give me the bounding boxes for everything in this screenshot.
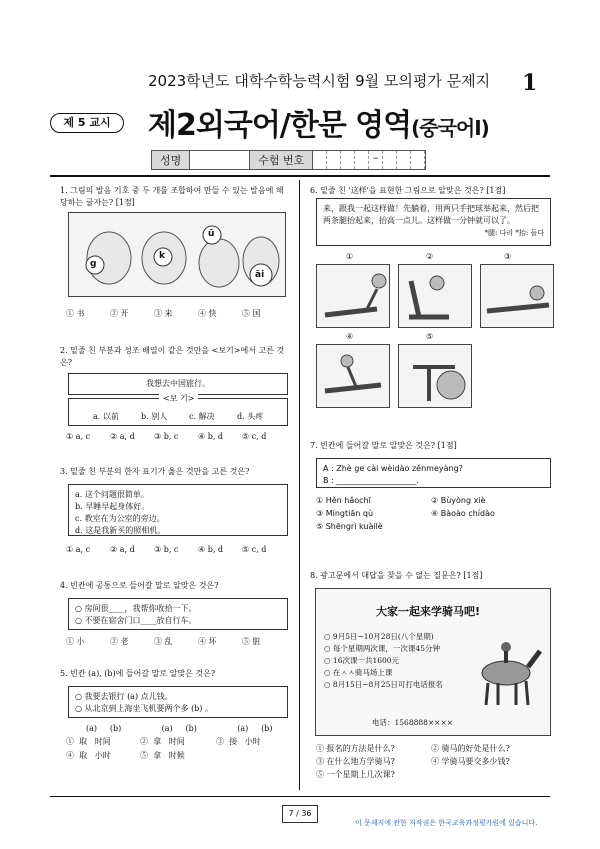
q4-option[interactable]: ③ 乱	[154, 637, 173, 646]
subject-sub: (중국어Ⅰ)	[411, 116, 489, 140]
exercise-picture-5[interactable]	[398, 344, 472, 408]
q2-option[interactable]: ⑤ c, d	[242, 432, 267, 441]
q7-dialog-box	[316, 458, 551, 488]
q2-bogi-item: b. 别人	[141, 412, 168, 421]
copyright-notice: 이 문제지에 관한 저작권은 한국교육과정평가원에 있습니다.	[355, 819, 538, 827]
exam-no-cell[interactable]	[355, 151, 369, 169]
q3-option[interactable]: ② a, d	[110, 545, 135, 554]
subject-title	[148, 100, 489, 144]
q7-option[interactable]: ③ Míngtiān qù	[316, 509, 374, 518]
q6-label: ⑤	[426, 332, 434, 341]
ad-phone: 电话：1568888××××	[372, 718, 454, 727]
q8-option[interactable]: ⑤ 一个星期上几次课?	[316, 770, 395, 779]
exercise-picture-2[interactable]	[398, 264, 472, 328]
q8-option[interactable]: ② 骑马的好处是什么?	[431, 744, 510, 753]
q2-bogi-label: <보 기>	[159, 393, 198, 404]
ad-line: ○ 9月5日~10月28日(八个星期)	[324, 632, 434, 641]
q2-bogi-box	[68, 394, 288, 426]
q5-option[interactable]: ⑤ 拿 时候	[140, 751, 185, 760]
q3-line: d. 这是我新买的照相机。	[75, 526, 166, 535]
q2-bogi-items	[93, 411, 285, 422]
q1-figure	[68, 212, 286, 297]
q5-col-b: (b)	[109, 724, 122, 733]
q1-option[interactable]: ③ 来	[154, 309, 173, 318]
q5-col-a: (a)	[161, 724, 173, 733]
q4-option[interactable]: ① 小	[66, 637, 85, 646]
q5-option[interactable]: ③ 接 小时	[216, 737, 261, 746]
ad-line: ○ 8月15日~8月25日可打电话报名	[324, 680, 443, 689]
q4-option[interactable]: ⑤ 脏	[242, 637, 261, 646]
q2-option[interactable]: ④ b, d	[198, 432, 224, 441]
exam-no-cell[interactable]	[397, 151, 411, 169]
q5-col-a: (a)	[86, 724, 98, 733]
q2-option[interactable]: ③ b, c	[154, 432, 179, 441]
q5-row	[66, 736, 291, 747]
q6-passage-box	[316, 198, 551, 246]
q8-options	[316, 742, 556, 781]
q3-line: c. 教室在为公室的旁边。	[75, 514, 165, 523]
q2-stem: 2. 밑줄 친 부분과 성조 배열이 같은 것만을 <보기>에서 고른 것은?	[60, 346, 285, 367]
q3-option[interactable]: ① a, c	[66, 545, 91, 554]
ad-lines	[324, 631, 443, 691]
q6-passage: 来，跟我一起这样做！先躺着，用两只手把球举起来，然后把两条腿抬起来，抬高一点儿。这样做一分钟就可以了。	[323, 204, 539, 225]
q1-label-g: g	[90, 259, 97, 269]
ad-title: 大家一起来学骑马吧!	[376, 605, 481, 618]
q5-line: ○ 我要去银行 (a) 点儿钱。	[75, 692, 173, 701]
q8-option[interactable]: ③ 在什么地方学骑马?	[316, 757, 395, 766]
q8-stem: 8. 광고문에서 대답을 찾을 수 없는 질문은? [1점]	[310, 571, 483, 580]
riding-ad	[315, 588, 551, 736]
q5-option[interactable]: ① 取 时间	[66, 737, 111, 746]
q3-options	[66, 545, 286, 554]
exam-no-cell[interactable]	[341, 151, 355, 169]
exam-no-cell[interactable]	[313, 151, 327, 169]
ad-line: ○ 每个星期两次课，一次课45分钟	[324, 644, 440, 653]
footer-page: 7 / 36	[282, 805, 318, 823]
q5-row	[66, 750, 291, 761]
exam-no-label: 수험 번호	[250, 151, 313, 169]
q2-sentence: 我想去中国旅行。	[68, 373, 288, 395]
q3-box	[68, 484, 288, 536]
q3-option[interactable]: ③ b, c	[154, 545, 179, 554]
exam-no-cell[interactable]	[411, 151, 425, 169]
name-field[interactable]	[190, 151, 250, 169]
ad-line: ○ 16次课一共1600元	[324, 656, 400, 665]
page-number: 1	[522, 70, 538, 96]
q4-options	[66, 636, 286, 647]
exercise-picture-1[interactable]	[316, 264, 390, 328]
q5-col-b: (b)	[261, 724, 273, 733]
name-label: 성명	[152, 151, 190, 169]
q2-bogi-item: a. 以前	[93, 412, 119, 421]
q4-stem: 4. 빈칸에 공통으로 들어갈 말로 알맞은 것은?	[60, 581, 219, 590]
q4-option[interactable]: ④ 坏	[198, 637, 217, 646]
q5-col-b: (b)	[185, 724, 197, 733]
q3-option[interactable]: ④ b, d	[198, 545, 224, 554]
q7-a-line: A : Zhè ge cài wèidào zěnmeyàng?	[323, 464, 463, 473]
exam-no-cell[interactable]: –	[369, 151, 383, 169]
exam-title: 2023학년도 대학수학능력시험 9월 모의평가 문제지	[148, 72, 491, 90]
exercise-picture-3[interactable]	[480, 264, 554, 328]
q5-box	[68, 686, 288, 718]
q7-b-line: B : ____________________.	[323, 476, 419, 485]
q4-line: ○ 不要在宿舍门口____放自行车。	[75, 616, 197, 625]
q5-option[interactable]: ④ 取 小时	[66, 751, 111, 760]
q1-options	[66, 308, 286, 319]
exam-no-cell[interactable]	[327, 151, 341, 169]
horse-icon	[466, 629, 546, 709]
q7-option[interactable]: ① Hěn hǎochī	[316, 496, 371, 505]
q6-label: ②	[426, 252, 434, 261]
q1-stem: 1. 그림의 발음 기호 중 두 개를 조합하여 만들 수 있는 발음에 해당하는 글자는? [1점]	[60, 186, 284, 207]
q6-label: ①	[346, 252, 354, 261]
q5-col-a: (a)	[237, 724, 249, 733]
q7-option[interactable]: ② Bùyòng xiè	[431, 496, 486, 505]
q5-option[interactable]: ② 拿 时间	[140, 737, 185, 746]
q4-line: ○ 房间很____，我帮你收拾一下。	[75, 604, 197, 613]
q1-option[interactable]: ⑤ 国	[242, 309, 261, 318]
q7-options	[316, 494, 556, 533]
column-divider	[299, 180, 300, 790]
q1-option[interactable]: ④ 快	[198, 309, 217, 318]
q2-options	[66, 432, 286, 441]
q6-label: ③	[504, 252, 512, 261]
q3-line: a. 这个问题很简单。	[75, 490, 149, 499]
exam-no-cell[interactable]	[383, 151, 397, 169]
q5-stem: 5. 빈칸 (a), (b)에 들어갈 말로 알맞은 것은?	[60, 669, 216, 678]
q5-options	[66, 724, 291, 761]
q7-option[interactable]: ④ Bàoào chídào	[431, 509, 495, 518]
q3-option[interactable]: ⑤ c, d	[242, 545, 267, 554]
period-badge: 제 5 교시	[50, 113, 124, 133]
q5-line: ○ 从北京到上海坐飞机要两个多 (b) 。	[75, 704, 213, 713]
ad-line: ○ 在ㅅㅅ骑马场上课	[324, 668, 393, 677]
q3-line: b. 早睡早起身体好。	[75, 502, 150, 511]
q4-option[interactable]: ② 老	[110, 637, 129, 646]
q2-bogi-item: d. 头疼	[237, 412, 264, 421]
q1-option[interactable]: ① 书	[66, 309, 85, 318]
q4-box	[68, 598, 288, 630]
q6-stem: 6. 밑줄 친 '这样'을 표현한 그림으로 알맞은 것은? [1점]	[310, 186, 506, 195]
q6-pictures	[316, 252, 556, 412]
header-divider	[50, 175, 550, 177]
q8-option[interactable]: ④ 学骑马要交多少钱?	[431, 757, 510, 766]
subject-main: 제2외국어/한문 영역	[148, 108, 412, 143]
q1-option[interactable]: ② 开	[110, 309, 129, 318]
q8-option[interactable]: ① 报名的方法是什么?	[316, 744, 395, 753]
q3-stem: 3. 밑줄 친 부분의 한자 표기가 옳은 것만을 고른 것은?	[60, 467, 250, 476]
q1-label-ai: āi	[255, 270, 265, 280]
q7-option[interactable]: ⑤ Shēngrì kuàilè	[316, 522, 383, 531]
q6-label: ④	[346, 332, 354, 341]
footer-divider	[50, 796, 550, 797]
q2-option[interactable]: ② a, d	[110, 432, 135, 441]
examinee-info	[151, 150, 426, 170]
q7-stem: 7. 빈칸에 들어갈 말로 알맞은 것은? [1점]	[310, 441, 457, 450]
q2-option[interactable]: ① a, c	[66, 432, 91, 441]
q2-bogi-item: c. 解决	[189, 412, 215, 421]
q6-note: *腿: 다리 *抬: 들다	[484, 229, 544, 237]
exercise-picture-4[interactable]	[316, 344, 390, 408]
q1-label-u: ū	[208, 229, 215, 239]
q1-label-k: k	[159, 251, 165, 261]
tiger-illustration	[69, 213, 287, 298]
